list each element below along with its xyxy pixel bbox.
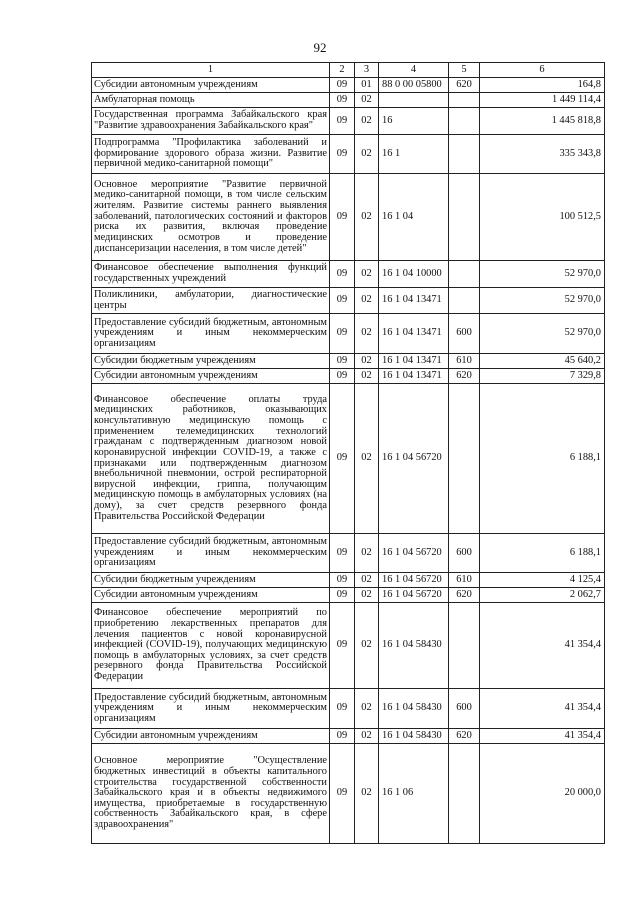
row-expense-type-cell [449,288,480,314]
budget-table [91,62,605,844]
row-amount-cell: 7 329,8 [480,369,605,384]
row-name-cell: Предоставление субсидий бюджетным, автономным учреждениям и иным некоммерческим организациям [92,534,330,573]
row-section-cell: 09 [330,689,355,729]
row-subsection-cell: 02 [355,354,379,369]
row-section-cell: 09 [330,588,355,603]
row-name-cell: Основное мероприятие "Развитие первичной медико-санитарной помощи, в том числе сельским жителям. Развитие системы раннего выявления заболеваний, патологических состояний и факторов риска их развития, включая проведение медицинских осмотров и проведение диспансеризации населения, в том числе детей" [92,174,330,261]
row-section-cell: 09 [330,384,355,534]
row-expense-type-cell: 620 [449,78,480,93]
row-name-cell: Финансовое обеспечение мероприятий по приобретению лекарственных препаратов для лечения пациентов с новой коронавирусной инфекцией (COVID-19), получающих медицинскую помощь в амбулаторных условиях, за счет средств резервного фонда Правительства Российской Федерации [92,603,330,689]
row-name-cell: Государственная программа Забайкальского края "Развитие здравоохранения Забайкальского края" [92,108,330,135]
row-target-article-cell: 16 1 04 56720 [379,384,449,534]
header-col-3: 3 [355,63,379,78]
row-amount-cell: 52 970,0 [480,314,605,354]
row-expense-type-cell [449,93,480,108]
header-col-1: 1 [92,63,330,78]
row-expense-type-cell: 600 [449,689,480,729]
row-expense-type-cell: 600 [449,314,480,354]
row-section-cell: 09 [330,534,355,573]
row-amount-cell: 41 354,4 [480,603,605,689]
table-row [92,93,605,108]
row-target-article-cell: 16 1 [379,135,449,174]
row-expense-type-cell [449,744,480,844]
table-row [92,384,605,534]
row-name-cell: Субсидии автономным учреждениям [92,369,330,384]
table-row [92,588,605,603]
row-amount-cell: 41 354,4 [480,689,605,729]
row-amount-cell: 41 354,4 [480,729,605,744]
row-subsection-cell: 02 [355,174,379,261]
header-col-6: 6 [480,63,605,78]
row-section-cell: 09 [330,135,355,174]
header-col-4: 4 [379,63,449,78]
row-expense-type-cell [449,384,480,534]
row-name-cell: Предоставление субсидий бюджетным, автономным учреждениям и иным некоммерческим организациям [92,314,330,354]
row-subsection-cell: 02 [355,603,379,689]
row-section-cell: 09 [330,261,355,288]
row-expense-type-cell: 610 [449,354,480,369]
table-row [92,729,605,744]
row-target-article-cell: 16 1 04 56720 [379,534,449,573]
table-row [92,135,605,174]
table-row [92,78,605,93]
row-amount-cell: 52 970,0 [480,288,605,314]
row-target-article-cell: 16 1 04 [379,174,449,261]
row-section-cell: 09 [330,744,355,844]
row-expense-type-cell [449,108,480,135]
row-target-article-cell: 16 [379,108,449,135]
row-subsection-cell: 02 [355,288,379,314]
row-amount-cell: 1 449 114,4 [480,93,605,108]
row-section-cell: 09 [330,288,355,314]
row-expense-type-cell [449,135,480,174]
row-name-cell: Подпрограмма "Профилактика заболеваний и формирование здорового образа жизни. Развитие первичной медико-санитарной помощи" [92,135,330,174]
row-expense-type-cell: 620 [449,729,480,744]
row-subsection-cell: 01 [355,78,379,93]
row-target-article-cell: 16 1 04 13471 [379,354,449,369]
row-subsection-cell: 02 [355,729,379,744]
table-row [92,174,605,261]
row-target-article-cell: 16 1 04 56720 [379,573,449,588]
row-section-cell: 09 [330,174,355,261]
table-row [92,108,605,135]
page-number: 92 [313,40,327,55]
row-target-article-cell: 88 0 00 05800 [379,78,449,93]
row-target-article-cell: 16 1 04 10000 [379,261,449,288]
table-row [92,354,605,369]
row-subsection-cell: 02 [355,314,379,354]
row-section-cell: 09 [330,369,355,384]
row-subsection-cell: 02 [355,588,379,603]
row-amount-cell: 4 125,4 [480,573,605,588]
header-col-5: 5 [449,63,480,78]
row-amount-cell: 335 343,8 [480,135,605,174]
row-subsection-cell: 02 [355,689,379,729]
table-row [92,314,605,354]
row-expense-type-cell [449,261,480,288]
row-target-article-cell: 16 1 04 13471 [379,288,449,314]
row-name-cell: Амбулаторная помощь [92,93,330,108]
row-subsection-cell: 02 [355,261,379,288]
table-row [92,744,605,844]
row-section-cell: 09 [330,729,355,744]
row-target-article-cell: 16 1 04 58430 [379,689,449,729]
row-target-article-cell: 16 1 04 13471 [379,369,449,384]
row-subsection-cell: 02 [355,369,379,384]
table-row [92,534,605,573]
row-target-article-cell: 16 1 04 13471 [379,314,449,354]
row-target-article-cell [379,93,449,108]
table-row [92,369,605,384]
row-amount-cell: 164,8 [480,78,605,93]
row-amount-cell: 52 970,0 [480,261,605,288]
row-subsection-cell: 02 [355,135,379,174]
row-amount-cell: 45 640,2 [480,354,605,369]
row-amount-cell: 1 445 818,8 [480,108,605,135]
row-expense-type-cell: 600 [449,534,480,573]
row-name-cell: Субсидии бюджетным учреждениям [92,573,330,588]
row-subsection-cell: 02 [355,384,379,534]
budget-table-body [92,63,605,844]
row-section-cell: 09 [330,108,355,135]
row-expense-type-cell [449,603,480,689]
row-section-cell: 09 [330,78,355,93]
row-name-cell: Финансовое обеспечение оплаты труда медицинских работников, оказывающих консультативную медицинскую помощь с применением телемедицинских технологий гражданам с подтвержденным диагнозом новой коронавирусной инфекции COVID-19, а также с признаками или подтвержденным диагнозом внебольничной пневмонии, острой респираторной вирусной инфекции, гриппа, получающим медицинскую помощь в амбулаторных условиях (на дому), за счет средств резервного фонда Правительства Российской Федерации [92,384,330,534]
row-expense-type-cell [449,174,480,261]
row-target-article-cell: 16 1 04 58430 [379,729,449,744]
row-name-cell: Субсидии автономным учреждениям [92,729,330,744]
row-expense-type-cell: 620 [449,588,480,603]
row-amount-cell: 6 188,1 [480,534,605,573]
row-target-article-cell: 16 1 04 56720 [379,588,449,603]
row-section-cell: 09 [330,93,355,108]
row-name-cell: Поликлиники, амбулатории, диагностические центры [92,288,330,314]
row-name-cell: Финансовое обеспечение выполнения функций государственных учреждений [92,261,330,288]
row-amount-cell: 100 512,5 [480,174,605,261]
row-section-cell: 09 [330,314,355,354]
row-amount-cell: 2 062,7 [480,588,605,603]
table-row [92,288,605,314]
row-subsection-cell: 02 [355,93,379,108]
header-col-2: 2 [330,63,355,78]
row-name-cell: Субсидии автономным учреждениям [92,78,330,93]
table-row [92,689,605,729]
row-target-article-cell: 16 1 06 [379,744,449,844]
row-subsection-cell: 02 [355,534,379,573]
row-section-cell: 09 [330,354,355,369]
row-expense-type-cell: 610 [449,573,480,588]
row-section-cell: 09 [330,573,355,588]
row-name-cell: Предоставление субсидий бюджетным, автономным учреждениям и иным некоммерческим организациям [92,689,330,729]
table-row [92,261,605,288]
table-row [92,573,605,588]
row-amount-cell: 6 188,1 [480,384,605,534]
row-section-cell: 09 [330,603,355,689]
table-row [92,603,605,689]
row-subsection-cell: 02 [355,573,379,588]
row-name-cell: Субсидии автономным учреждениям [92,588,330,603]
row-name-cell: Субсидии бюджетным учреждениям [92,354,330,369]
row-name-cell: Основное мероприятие "Осуществление бюджетных инвестиций в объекты капитального строительства государственной собственности Забайкальского края и в объекты недвижимого имущества, приобретаемые в государственную собственность Забайкальского края, в сфере здравоохранения" [92,744,330,844]
row-expense-type-cell: 620 [449,369,480,384]
row-subsection-cell: 02 [355,744,379,844]
table-header-row [92,63,605,78]
row-subsection-cell: 02 [355,108,379,135]
row-amount-cell: 20 000,0 [480,744,605,844]
row-target-article-cell: 16 1 04 58430 [379,603,449,689]
